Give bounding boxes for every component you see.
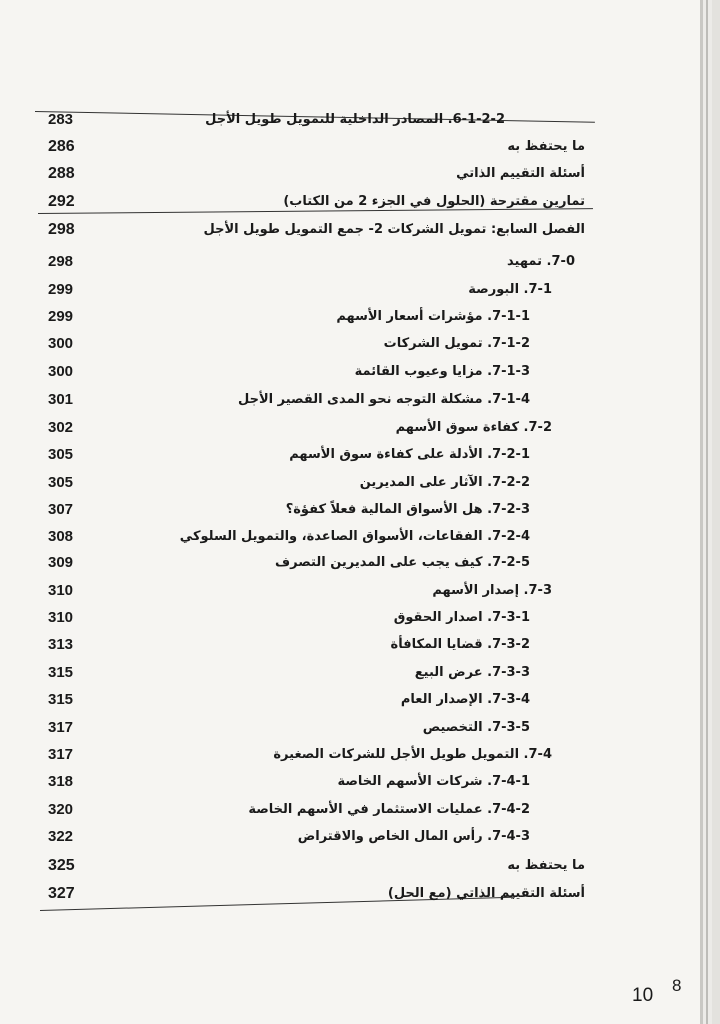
toc-title: الفصل السابع: تمويل الشركات 2- جمع التمويل طويل الأجل	[203, 222, 585, 237]
toc-page-number: 322	[48, 828, 74, 845]
toc-page-number: 313	[48, 636, 74, 653]
toc-title: تمارين مقترحة (الحلول في الجزء 2 من الكتاب)	[283, 194, 585, 209]
toc-title: 7-1-2. تمويل الشركات	[383, 336, 530, 351]
toc-title: 7-4-2. عمليات الاستثمار في الأسهم الخاصة	[248, 802, 530, 817]
toc-entry	[0, 827, 700, 851]
toc-entry	[0, 527, 700, 551]
toc-entry	[0, 445, 700, 469]
toc-page-number: 299	[48, 281, 74, 298]
toc-title: 7-1-3. مزايا وعيوب القائمة	[354, 364, 530, 379]
toc-page-number: 283	[48, 111, 74, 128]
toc-entry	[0, 745, 700, 769]
page-edge	[712, 0, 720, 1024]
toc-entry	[0, 884, 700, 908]
toc-page-number: 325	[48, 857, 75, 874]
toc-page-number: 286	[48, 138, 75, 155]
toc-page-number: 310	[48, 609, 74, 626]
toc-title: 7-4-1. شركات الأسهم الخاصة	[337, 774, 530, 789]
toc-page-number: 305	[48, 446, 74, 463]
toc-entry	[0, 718, 700, 742]
toc-page-number: 302	[48, 419, 74, 436]
toc-title: 7-3-3. عرض البيع	[414, 665, 530, 680]
toc-entry	[0, 581, 700, 605]
toc-title: 7-4. التمويل طويل الأجل للشركات الصغيرة	[273, 747, 552, 762]
toc-entry	[0, 220, 700, 244]
toc-entry	[0, 856, 700, 880]
toc-page-number: 308	[48, 528, 74, 545]
toc-entry	[0, 307, 700, 331]
toc-page-number: 300	[48, 335, 74, 352]
toc-title: 7-4-3. رأس المال الخاص والاقتراض	[297, 829, 530, 844]
toc-title: 7-3-2. قضايا المكافأة	[390, 637, 530, 652]
toc-title: 7-2-4. الفقاعات، الأسواق الصاعدة، والتمويل السلوكي	[179, 529, 530, 544]
toc-page-number: 307	[48, 501, 74, 518]
toc-page-number: 292	[48, 193, 75, 210]
toc-title: 7-3-1. اصدار الحقوق	[393, 610, 530, 625]
toc-entry	[0, 635, 700, 659]
toc-title: أسئلة التقييم الذاتي	[456, 166, 585, 181]
toc-entry	[0, 164, 700, 188]
toc-entry	[0, 608, 700, 632]
toc-entry	[0, 390, 700, 414]
toc-entry	[0, 192, 700, 216]
toc-entry	[0, 500, 700, 524]
toc-title: 7-2-3. هل الأسواق المالية فعلاً كفؤة؟	[285, 502, 530, 517]
toc-entry	[0, 800, 700, 824]
corner-mark: 8	[672, 976, 682, 995]
toc-title: 7-2-1. الأدلة على كفاءة سوق الأسهم	[289, 447, 530, 462]
toc-entry	[0, 280, 700, 304]
toc-entry	[0, 252, 700, 276]
page-edge	[706, 0, 708, 1024]
toc-page-number: 317	[48, 719, 74, 736]
toc-page-number: 288	[48, 165, 75, 182]
toc-title: 7-1-4. مشكلة التوجه نحو المدى القصير الأجل	[238, 392, 530, 407]
toc-page-number: 309	[48, 554, 74, 571]
toc-page-number: 327	[48, 885, 75, 902]
toc-page-number: 298	[48, 221, 75, 238]
toc-entry	[0, 418, 700, 442]
toc-entry	[0, 772, 700, 796]
toc-page-number: 310	[48, 582, 74, 599]
toc-title: 7-2-2. الآثار على المديرين	[359, 475, 530, 490]
toc-page-number: 300	[48, 363, 74, 380]
toc-page-number: 315	[48, 664, 74, 681]
toc-title: 7-1-1. مؤشرات أسعار الأسهم	[336, 309, 530, 324]
toc-entry	[0, 473, 700, 497]
toc-entry	[0, 663, 700, 687]
toc-title: ما يحتفظ به	[507, 139, 585, 154]
toc-title: 7-3. إصدار الأسهم	[432, 583, 552, 598]
toc-title: أسئلة التقييم الذاتي (مع الحل)	[387, 886, 585, 901]
toc-page-number: 317	[48, 746, 74, 763]
toc-title: 7-0. تمهيد	[507, 254, 575, 269]
toc-page-number: 318	[48, 773, 74, 790]
toc-title: 7-2. كفاءة سوق الأسهم	[395, 420, 552, 435]
toc-title: 7-3-4. الإصدار العام	[400, 692, 530, 707]
page-edge	[700, 0, 703, 1024]
toc-entry	[0, 690, 700, 714]
toc-page-number: 299	[48, 308, 74, 325]
toc-title: 6-1-2-2. المصادر الداخلية للتمويل طويل الأجل	[205, 112, 505, 127]
toc-page-number: 301	[48, 391, 74, 408]
toc-title: 7-3-5. التخصيص	[422, 720, 530, 735]
toc-title: 7-1. البورصة	[468, 282, 552, 297]
toc-page-number: 305	[48, 474, 74, 491]
page-number: 10	[632, 985, 654, 1006]
toc-title: ما يحتفظ به	[507, 858, 585, 873]
toc-page-number: 320	[48, 801, 74, 818]
toc-page-number: 315	[48, 691, 74, 708]
toc-entry	[0, 110, 700, 134]
toc-entry	[0, 553, 700, 577]
toc-title: 7-2-5. كيف يجب على المديرين التصرف	[275, 555, 530, 570]
toc-entry	[0, 334, 700, 358]
toc-entry	[0, 362, 700, 386]
toc-page-number: 298	[48, 253, 74, 270]
toc-entry	[0, 137, 700, 161]
